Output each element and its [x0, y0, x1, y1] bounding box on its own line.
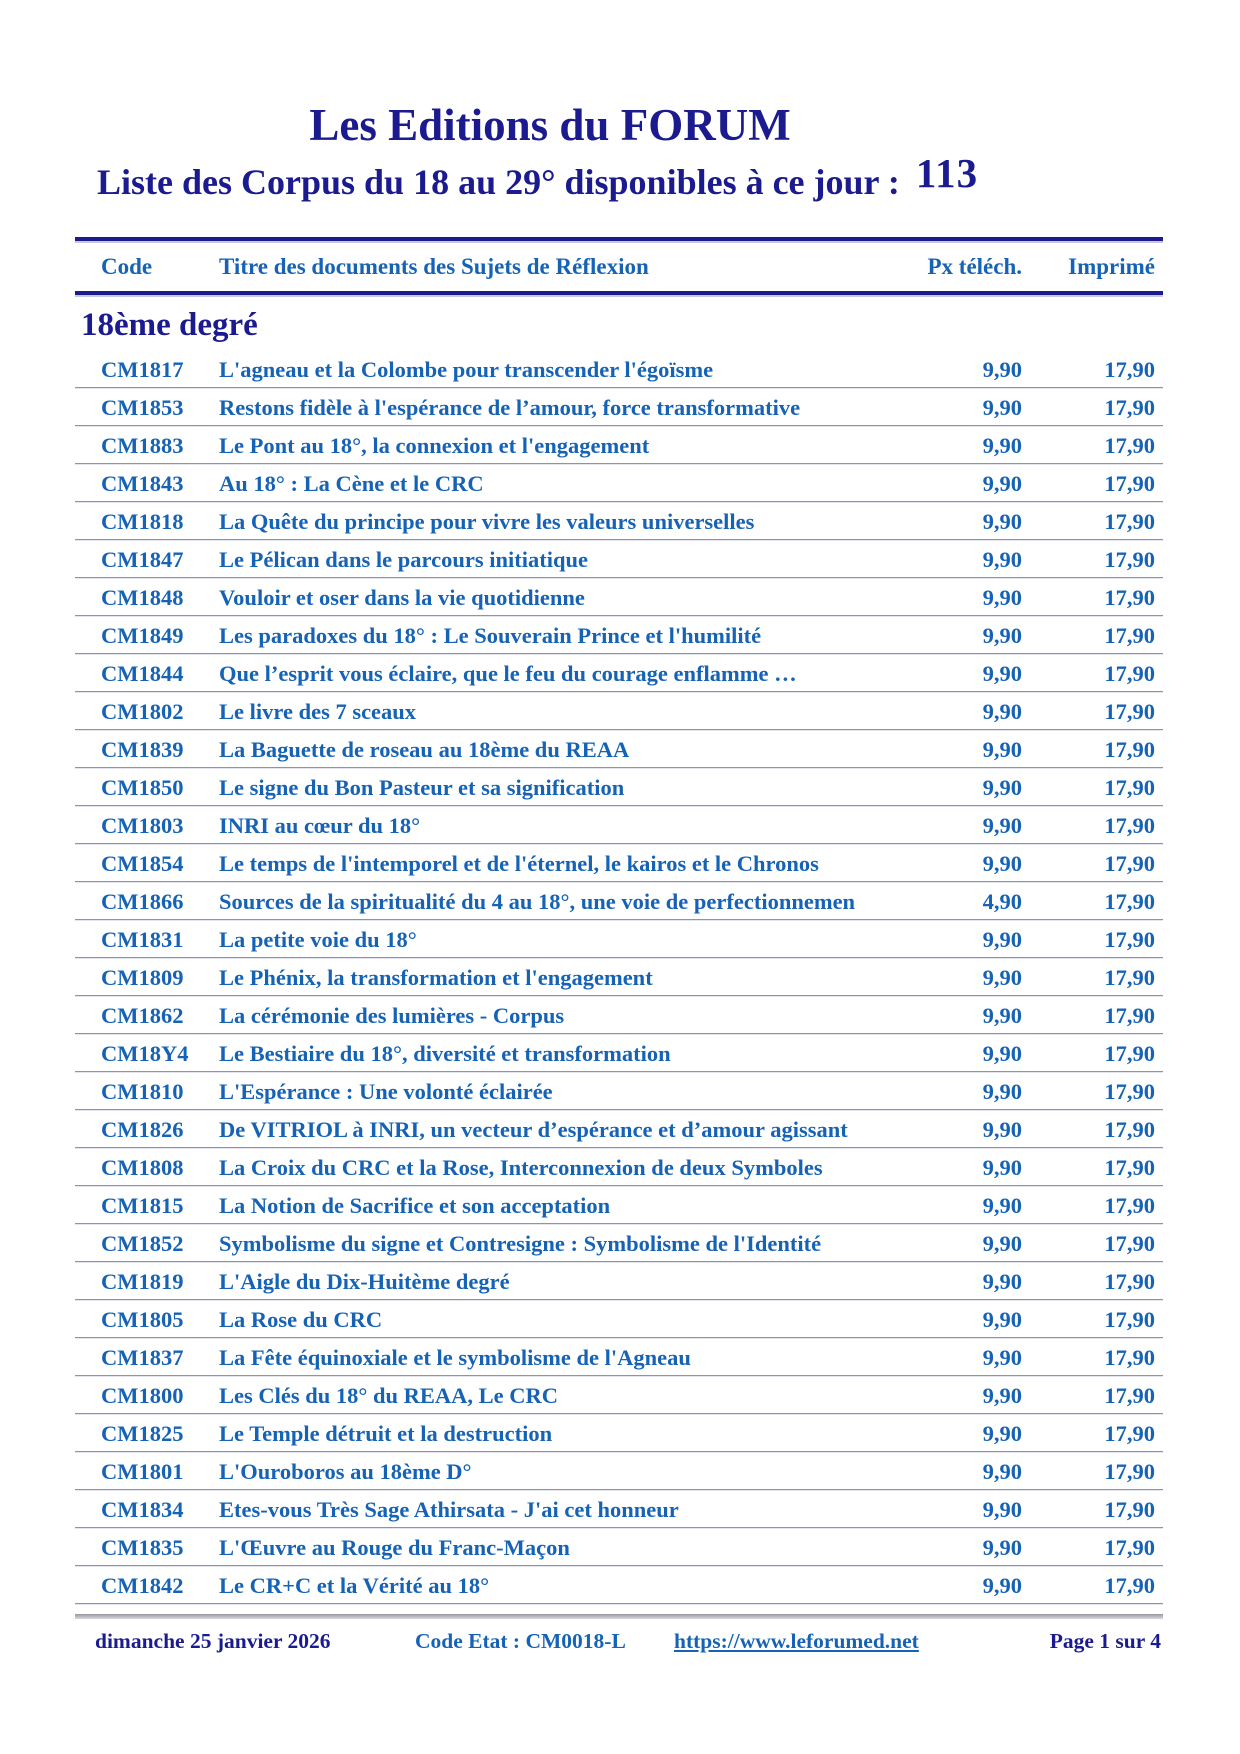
- row-code: CM1810: [101, 1079, 184, 1105]
- row-price-print: 17,90: [1104, 1193, 1155, 1219]
- row-code: CM1818: [101, 509, 184, 535]
- row-price-download: 9,90: [982, 1383, 1022, 1409]
- row-title: Etes-vous Très Sage Athirsata - J'ai cet honneur: [219, 1497, 679, 1523]
- row-title: La cérémonie des lumières - Corpus: [219, 1003, 565, 1029]
- row-title: Le signe du Bon Pasteur et sa signification: [219, 775, 625, 801]
- table-row: [75, 1567, 1163, 1605]
- row-code: CM1808: [101, 1155, 184, 1181]
- row-price-print: 17,90: [1104, 1421, 1155, 1447]
- table-row: [75, 807, 1163, 845]
- row-price-download: 9,90: [982, 699, 1022, 725]
- row-price-print: 17,90: [1104, 1459, 1155, 1485]
- row-code: CM1883: [101, 433, 184, 459]
- row-title: Que l’esprit vous éclaire, que le feu du courage enflamme …: [219, 661, 797, 687]
- row-title: INRI au cœur du 18°: [219, 813, 421, 839]
- footer-divider: [75, 1614, 1163, 1619]
- row-price-print: 17,90: [1104, 813, 1155, 839]
- row-title: Le livre des 7 sceaux: [219, 699, 417, 725]
- row-code: CM1809: [101, 965, 184, 991]
- row-price-print: 17,90: [1104, 357, 1155, 383]
- subtitle-line: [75, 149, 1163, 205]
- row-price-download: 9,90: [982, 1307, 1022, 1333]
- row-price-print: 17,90: [1104, 1383, 1155, 1409]
- footer-website-link[interactable]: https://www.leforumed.net: [674, 1629, 919, 1654]
- row-title: La petite voie du 18°: [219, 927, 417, 953]
- footer-code-etat: Code Etat : CM0018-L: [415, 1629, 626, 1654]
- table-row: [75, 1149, 1163, 1187]
- row-code: CM1826: [101, 1117, 184, 1143]
- table-row: [75, 1529, 1163, 1567]
- page-title: Les Editions du FORUM: [309, 100, 791, 150]
- row-code: CM1839: [101, 737, 184, 763]
- row-price-download: 9,90: [982, 471, 1022, 497]
- row-price-print: 17,90: [1104, 471, 1155, 497]
- table-row: [75, 693, 1163, 731]
- row-title: Le Bestiaire du 18°, diversité et transformation: [219, 1041, 671, 1067]
- row-title: Les paradoxes du 18° : Le Souverain Prince et l'humilité: [219, 623, 762, 649]
- table-row: [75, 1111, 1163, 1149]
- available-count: 113: [915, 149, 979, 196]
- table-row: [75, 1377, 1163, 1415]
- row-price-print: 17,90: [1104, 509, 1155, 535]
- row-title: La Fête équinoxiale et le symbolisme de l'Agneau: [219, 1345, 691, 1371]
- row-price-print: 17,90: [1104, 585, 1155, 611]
- row-price-download: 9,90: [982, 927, 1022, 953]
- row-code: CM1834: [101, 1497, 184, 1523]
- row-title: Le Pont au 18°, la connexion et l'engagement: [219, 433, 650, 459]
- table-row: [75, 503, 1163, 541]
- row-price-download: 9,90: [982, 509, 1022, 535]
- table-row: [75, 1035, 1163, 1073]
- row-price-print: 17,90: [1104, 1231, 1155, 1257]
- row-price-download: 9,90: [982, 1345, 1022, 1371]
- row-code: CM1819: [101, 1269, 184, 1295]
- row-title: Vouloir et oser dans la vie quotidienne: [219, 585, 585, 611]
- row-code: CM1837: [101, 1345, 184, 1371]
- row-title: Les Clés du 18° du REAA, Le CRC: [219, 1383, 559, 1409]
- row-price-print: 17,90: [1104, 433, 1155, 459]
- row-price-print: 17,90: [1104, 1117, 1155, 1143]
- row-price-download: 4,90: [982, 889, 1022, 915]
- table-row: [75, 845, 1163, 883]
- column-header-code: Code: [101, 253, 153, 279]
- table-row: [75, 1263, 1163, 1301]
- row-title: La Rose du CRC: [219, 1307, 383, 1333]
- table-row: [75, 427, 1163, 465]
- footer-page-number: Page 1 sur 4: [1049, 1629, 1161, 1654]
- table-row: [75, 655, 1163, 693]
- row-code: CM1852: [101, 1231, 184, 1257]
- row-price-print: 17,90: [1104, 1345, 1155, 1371]
- row-code: CM1831: [101, 927, 184, 953]
- row-title: Le Temple détruit et la destruction: [219, 1421, 553, 1447]
- row-price-print: 17,90: [1104, 1079, 1155, 1105]
- row-price-print: 17,90: [1104, 889, 1155, 915]
- row-title: Symbolisme du signe et Contresigne : Symbolisme de l'Identité: [219, 1231, 822, 1257]
- column-header-price: Px téléch.: [927, 253, 1022, 279]
- row-title: L'Aigle du Dix-Huitème degré: [219, 1269, 510, 1295]
- row-price-download: 9,90: [982, 1193, 1022, 1219]
- row-code: CM1843: [101, 471, 184, 497]
- row-price-print: 17,90: [1104, 1535, 1155, 1561]
- row-price-print: 17,90: [1104, 1003, 1155, 1029]
- row-price-download: 9,90: [982, 1079, 1022, 1105]
- row-price-download: 9,90: [982, 433, 1022, 459]
- row-price-print: 17,90: [1104, 395, 1155, 421]
- row-price-download: 9,90: [982, 965, 1022, 991]
- row-price-print: 17,90: [1104, 1573, 1155, 1599]
- row-code: CM1805: [101, 1307, 184, 1333]
- row-price-print: 17,90: [1104, 661, 1155, 687]
- row-code: CM18Y4: [101, 1041, 189, 1067]
- table-row: [75, 1187, 1163, 1225]
- row-code: CM1802: [101, 699, 184, 725]
- table-row: [75, 351, 1163, 389]
- table-row: [75, 1415, 1163, 1453]
- row-price-download: 9,90: [982, 1535, 1022, 1561]
- row-code: CM1866: [101, 889, 184, 915]
- table-row: [75, 1073, 1163, 1111]
- row-price-print: 17,90: [1104, 1269, 1155, 1295]
- table-row: [75, 1339, 1163, 1377]
- row-price-download: 9,90: [982, 1573, 1022, 1599]
- row-price-download: 9,90: [982, 813, 1022, 839]
- row-price-print: 17,90: [1104, 623, 1155, 649]
- row-code: CM1801: [101, 1459, 184, 1485]
- row-price-download: 9,90: [982, 1155, 1022, 1181]
- row-title: Le Phénix, la transformation et l'engagement: [219, 965, 653, 991]
- row-code: CM1849: [101, 623, 184, 649]
- table-row: [75, 1225, 1163, 1263]
- row-title: De VITRIOL à INRI, un vecteur d’espérance et d’amour agissant: [219, 1117, 848, 1143]
- row-title: L'Ouroboros au 18ème D°: [219, 1459, 472, 1485]
- header-rule-bottom: [75, 291, 1163, 295]
- table-row: [75, 921, 1163, 959]
- row-price-print: 17,90: [1104, 775, 1155, 801]
- table-row: [75, 1301, 1163, 1339]
- table-row: [75, 579, 1163, 617]
- row-code: CM1842: [101, 1573, 184, 1599]
- row-price-print: 17,90: [1104, 851, 1155, 877]
- footer-date: dimanche 25 janvier 2026: [95, 1629, 331, 1654]
- table-row: [75, 883, 1163, 921]
- row-code: CM1853: [101, 395, 184, 421]
- row-title: La Quête du principe pour vivre les valeurs universelles: [219, 509, 755, 535]
- document-table: [75, 351, 1163, 1605]
- row-price-print: 17,90: [1104, 737, 1155, 763]
- row-price-print: 17,90: [1104, 699, 1155, 725]
- row-price-download: 9,90: [982, 1421, 1022, 1447]
- row-code: CM1803: [101, 813, 184, 839]
- table-row: [75, 1453, 1163, 1491]
- row-code: CM1800: [101, 1383, 184, 1409]
- row-code: CM1815: [101, 1193, 184, 1219]
- row-price-download: 9,90: [982, 1231, 1022, 1257]
- row-title: La Notion de Sacrifice et son acceptation: [219, 1193, 611, 1219]
- page-subtitle: Liste des Corpus du 18 au 29° disponibles à ce jour :: [97, 161, 900, 202]
- row-price-download: 9,90: [982, 623, 1022, 649]
- row-title: Sources de la spiritualité du 4 au 18°, une voie de perfectionnemen: [219, 889, 856, 915]
- table-row: [75, 617, 1163, 655]
- page-footer: [75, 1629, 1163, 1661]
- row-code: CM1854: [101, 851, 184, 877]
- row-price-download: 9,90: [982, 737, 1022, 763]
- row-title: Restons fidèle à l'espérance de l’amour, force transformative: [219, 395, 801, 421]
- row-code: CM1862: [101, 1003, 184, 1029]
- row-price-print: 17,90: [1104, 547, 1155, 573]
- column-header-imprime: Imprimé: [1068, 253, 1155, 279]
- table-column-headers: [75, 241, 1163, 291]
- row-price-print: 17,90: [1104, 1497, 1155, 1523]
- table-row: [75, 1491, 1163, 1529]
- table-row: [75, 959, 1163, 997]
- row-code: CM1817: [101, 357, 184, 383]
- row-price-download: 9,90: [982, 395, 1022, 421]
- row-price-download: 9,90: [982, 1269, 1022, 1295]
- row-price-download: 9,90: [982, 1117, 1022, 1143]
- row-title: La Croix du CRC et la Rose, Interconnexion de deux Symboles: [219, 1155, 823, 1181]
- row-price-download: 9,90: [982, 775, 1022, 801]
- row-price-download: 9,90: [982, 1497, 1022, 1523]
- row-price-print: 17,90: [1104, 965, 1155, 991]
- table-row: [75, 541, 1163, 579]
- row-price-print: 17,90: [1104, 1041, 1155, 1067]
- row-price-print: 17,90: [1104, 1155, 1155, 1181]
- row-title: Le Pélican dans le parcours initiatique: [219, 547, 588, 573]
- row-title: L'Espérance : Une volonté éclairée: [219, 1079, 553, 1105]
- row-code: CM1848: [101, 585, 184, 611]
- row-title: Au 18° : La Cène et le CRC: [219, 471, 484, 497]
- column-header-title: Titre des documents des Sujets de Réflexion: [219, 253, 649, 279]
- section-title-18eme-degre: 18ème degré: [81, 306, 258, 343]
- row-code: CM1847: [101, 547, 184, 573]
- table-row: [75, 997, 1163, 1035]
- row-code: CM1825: [101, 1421, 184, 1447]
- row-title: L'agneau et la Colombe pour transcender l'égoïsme: [219, 357, 714, 383]
- row-title: Le temps de l'intemporel et de l'éternel, le kairos et le Chronos: [219, 851, 819, 877]
- row-code: CM1844: [101, 661, 184, 687]
- row-title: Le CR+C et la Vérité au 18°: [219, 1573, 490, 1599]
- row-price-download: 9,90: [982, 1003, 1022, 1029]
- row-price-print: 17,90: [1104, 927, 1155, 953]
- row-price-download: 9,90: [982, 851, 1022, 877]
- row-title: La Baguette de roseau au 18ème du REAA: [219, 737, 630, 763]
- table-row: [75, 465, 1163, 503]
- row-price-download: 9,90: [982, 1041, 1022, 1067]
- row-price-download: 9,90: [982, 661, 1022, 687]
- table-row: [75, 389, 1163, 427]
- row-price-download: 9,90: [982, 547, 1022, 573]
- table-row: [75, 731, 1163, 769]
- row-price-download: 9,90: [982, 357, 1022, 383]
- row-code: CM1850: [101, 775, 184, 801]
- row-price-print: 17,90: [1104, 1307, 1155, 1333]
- table-row: [75, 769, 1163, 807]
- row-title: L'Œuvre au Rouge du Franc-Maçon: [219, 1535, 570, 1561]
- row-code: CM1835: [101, 1535, 184, 1561]
- row-price-download: 9,90: [982, 1459, 1022, 1485]
- row-price-download: 9,90: [982, 585, 1022, 611]
